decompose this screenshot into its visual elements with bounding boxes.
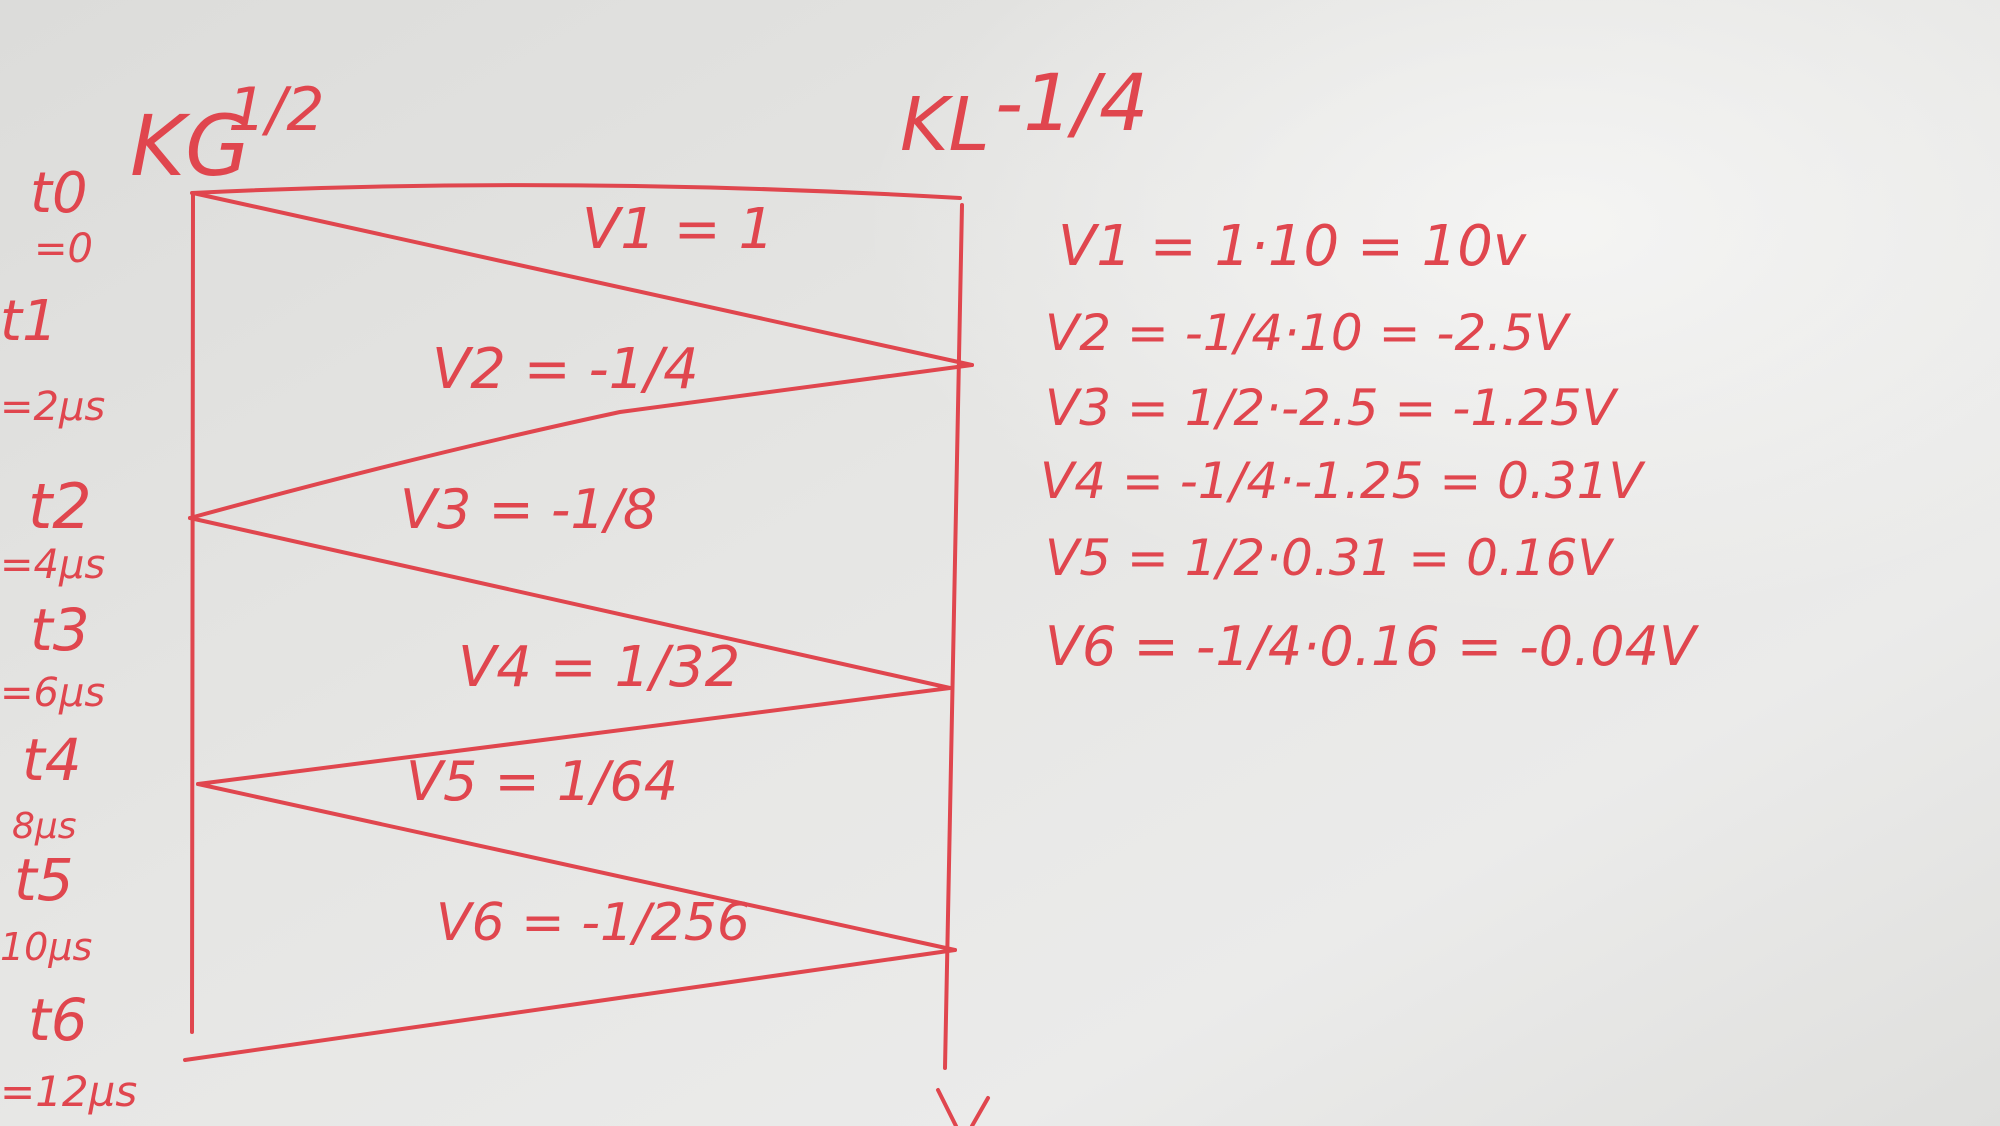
equation-v3: V3 = 1/2·-2.5 = -1.25V — [1045, 379, 1616, 437]
time-label-t5: t5 — [14, 846, 74, 914]
time-value-t3: =6µs — [0, 670, 106, 716]
time-label-t3: t3 — [30, 596, 90, 664]
time-value-t6: =12µs — [0, 1067, 138, 1116]
diagram-label-v6: V6 = -1/256 — [436, 893, 750, 953]
equation-v2: V2 = -1/4·10 = -2.5V — [1045, 304, 1569, 362]
kg-value: 1/2 — [228, 75, 325, 145]
time-label-t6: t6 — [28, 986, 88, 1054]
diagram-label-v2: V2 = -1/4 — [432, 337, 699, 402]
time-value-t1: =2µs — [0, 384, 106, 430]
time-label-t0: t0 — [30, 161, 88, 226]
time-value-t0: =0 — [34, 226, 93, 272]
equation-v6: V6 = -1/4·0.16 = -0.04V — [1045, 615, 1696, 678]
time-label-t4: t4 — [22, 726, 82, 794]
diagram-label-v3: V3 = -1/8 — [400, 478, 658, 541]
kl-value: -1/4 — [995, 59, 1149, 149]
time-value-t5: 10µs — [0, 925, 93, 969]
time-label-t1: t1 — [0, 289, 58, 354]
time-label-t2: t2 — [28, 470, 92, 543]
time-value-t4: 8µs — [12, 806, 77, 847]
time-value-t2: =4µs — [0, 542, 106, 588]
diagram-label-v5: V5 = 1/64 — [406, 750, 679, 813]
generator-line — [192, 193, 193, 1032]
equation-v5: V5 = 1/2·0.31 = 0.16V — [1045, 529, 1612, 587]
kg-label: KG — [130, 97, 251, 195]
diagram-label-v4: V4 = 1/32 — [458, 635, 741, 700]
kl-label: KL — [900, 82, 990, 168]
diagram-label-v1: V1 = 1 — [582, 197, 775, 262]
equation-v1: V1 = 1·10 = 10v — [1058, 214, 1527, 279]
equation-v4: V4 = -1/4·-1.25 = 0.31V — [1040, 452, 1643, 510]
